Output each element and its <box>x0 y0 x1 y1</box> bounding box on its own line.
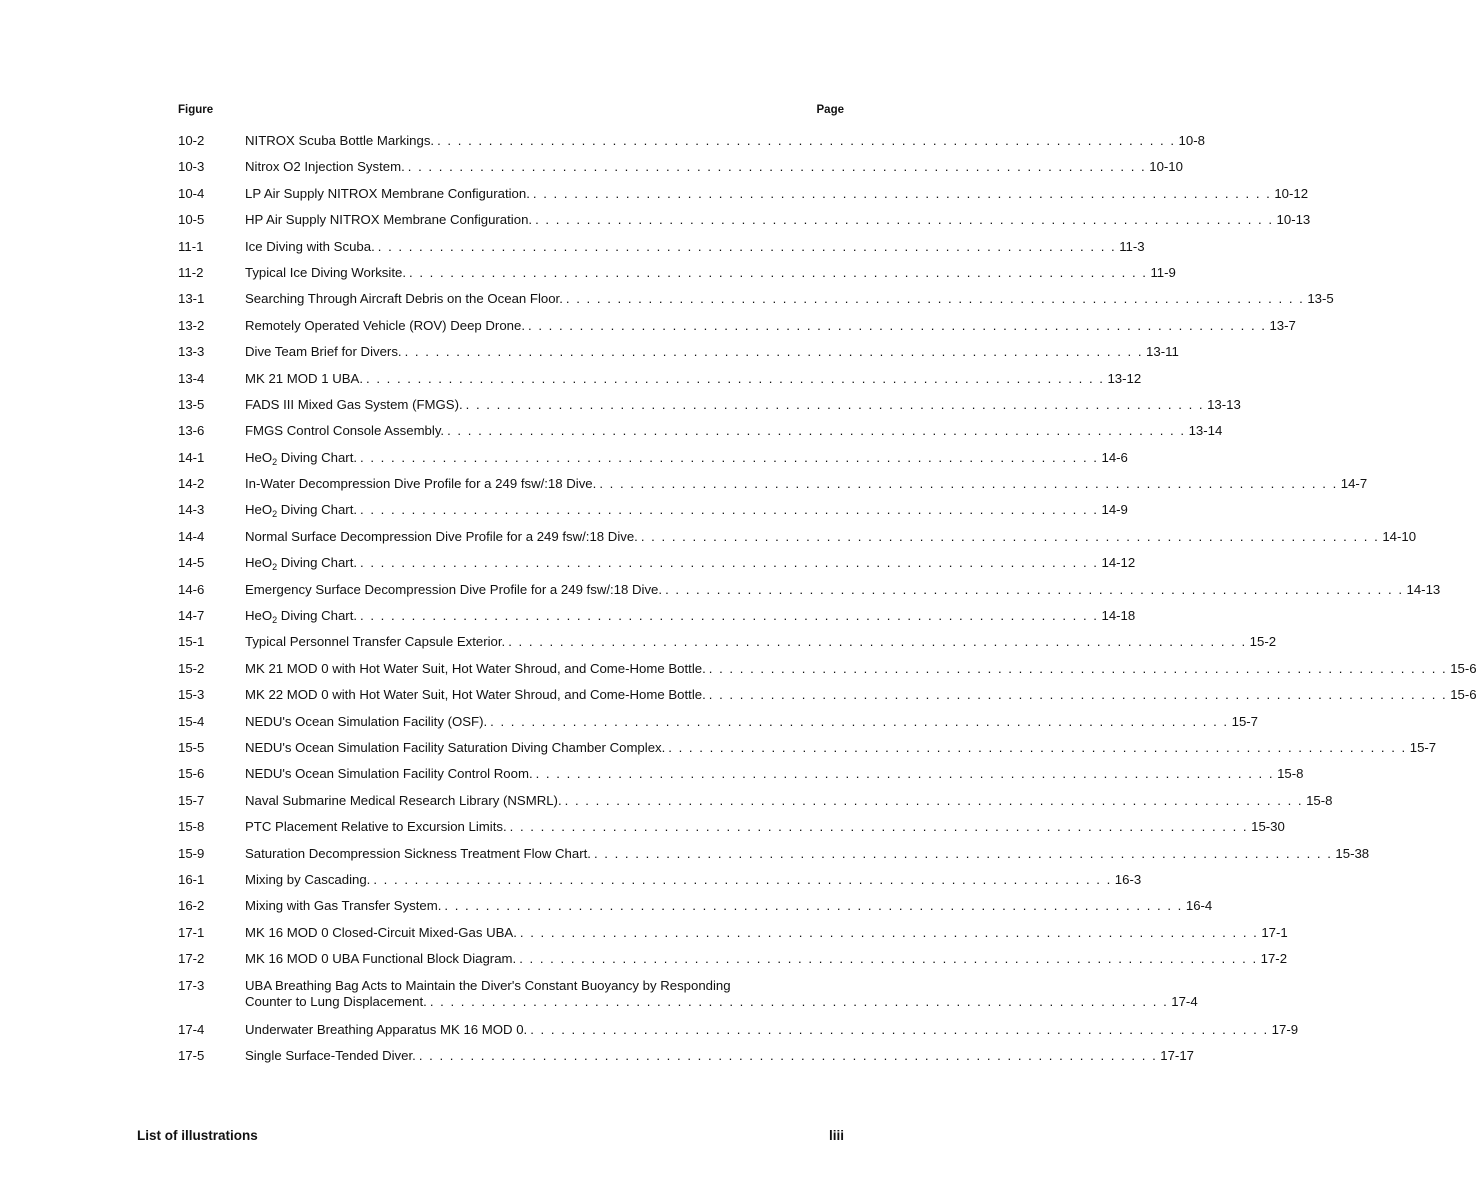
subscript: 2 <box>272 456 278 467</box>
figure-title-part: Diving Chart. <box>277 608 358 624</box>
illustrations-list <box>178 133 1477 1074</box>
list-item[interactable] <box>178 977 1198 1022</box>
figure-number: 15-2 <box>178 660 205 676</box>
figure-title: PTC Placement Relative to Excursion Limits. <box>245 819 507 835</box>
figure-title-part: HeO <box>245 608 273 624</box>
list-item[interactable] <box>178 924 1288 951</box>
dot-leader: . . . . . . . . . . . . . . . . . . . . . . . . . . . . . . . . . . . . . . . . . . . . . . . . . . . . . . . . . . . . . . . . . . . . . . . . <box>447 423 1186 439</box>
dot-leader: . . . . . . . . . . . . . . . . . . . . . . . . . . . . . . . . . . . . . . . . . . . . . . . . . . . . . . . . . . . . . . . . . . . . . . . . <box>360 502 1099 518</box>
figure-title <box>245 555 357 571</box>
dot-leader: . . . . . . . . . . . . . . . . . . . . . . . . . . . . . . . . . . . . . . . . . . . . . . . . . . . . . . . . . . . . . . . . . . . . . . . . <box>564 792 1304 808</box>
figure-title: Typical Personnel Transfer Capsule Exterior. <box>245 634 506 650</box>
page-number: 10-8 <box>1178 133 1205 148</box>
list-item[interactable] <box>178 344 1179 370</box>
list-item[interactable] <box>178 555 1136 581</box>
figure-title-part: Diving Chart. <box>277 449 358 465</box>
figure-number: 14-3 <box>178 502 205 518</box>
figure-number: 17-3 <box>178 977 205 993</box>
figure-number: 13-2 <box>178 317 205 333</box>
figure-title-part: Diving Chart. <box>277 502 358 518</box>
page-number: 14-12 <box>1101 555 1136 571</box>
list-item[interactable] <box>178 1047 1194 1074</box>
list-item[interactable] <box>178 608 1136 634</box>
figure-title: Naval Submarine Medical Research Library (NSMRL). <box>245 792 562 808</box>
list-item[interactable] <box>178 898 1213 924</box>
list-item[interactable] <box>178 581 1441 608</box>
list-item[interactable] <box>178 238 1145 265</box>
figure-number: 15-3 <box>178 687 205 703</box>
figure-number: 14-2 <box>178 476 205 492</box>
dot-leader: . . . . . . . . . . . . . . . . . . . . . . . . . . . . . . . . . . . . . . . . . . . . . . . . . . . . . . . . . . . . . . . . . . . . . . . . <box>490 713 1229 729</box>
page-number: 14-13 <box>1406 581 1441 597</box>
list-item[interactable] <box>178 449 1128 476</box>
page-number: 13-7 <box>1269 317 1296 333</box>
list-item[interactable] <box>178 1021 1299 1048</box>
list-item[interactable] <box>178 370 1142 397</box>
figure-title: MK 21 MOD 1 UBA. <box>245 370 363 386</box>
figure-number: 13-3 <box>178 344 205 360</box>
figure-title <box>245 608 357 624</box>
page-number: 13-13 <box>1207 396 1241 412</box>
page-number: 10-10 <box>1149 159 1183 175</box>
dot-leader: . . . . . . . . . . . . . . . . . . . . . . . . . . . . . . . . . . . . . . . . . . . . . . . . . . . . . . . . . . . . . . . . . . . . . . . . <box>509 819 1249 835</box>
page-number: 15-8 <box>1277 766 1304 782</box>
figure-number: 10-2 <box>178 133 205 148</box>
page-number: 15-38 <box>1335 845 1370 861</box>
list-item[interactable] <box>178 871 1142 898</box>
figure-number: 10-4 <box>178 185 205 201</box>
figure-number: 17-5 <box>178 1047 205 1063</box>
list-item[interactable] <box>178 845 1370 872</box>
figure-number: 17-4 <box>178 1021 205 1037</box>
figure-title: Underwater Breathing Apparatus MK 16 MOD 0. <box>245 1021 528 1037</box>
figure-number: 13-1 <box>178 291 205 307</box>
figure-title: LP Air Supply NITROX Membrane Configuration. <box>245 185 530 201</box>
dot-leader: . . . . . . . . . . . . . . . . . . . . . . . . . . . . . . . . . . . . . . . . . . . . . . . . . . . . . . . . . . . . . . . . . . . . . . . . <box>528 317 1267 333</box>
figure-title: FMGS Control Console Assembly. <box>245 423 445 439</box>
figure-number: 14-5 <box>178 555 205 571</box>
dot-leader: . . . . . . . . . . . . . . . . . . . . . . . . . . . . . . . . . . . . . . . . . . . . . . . . . . . . . . . . . . . . . . . . . . . . . . . . <box>407 159 1147 175</box>
figure-title: HP Air Supply NITROX Membrane Configuration. <box>245 212 533 228</box>
figure-title: MK 16 MOD 0 UBA Functional Block Diagram. <box>245 951 517 967</box>
figure-title: NITROX Scuba Bottle Markings. <box>245 133 435 148</box>
list-item[interactable] <box>178 291 1334 317</box>
figure-title: MK 21 MOD 0 with Hot Water Suit, Hot Water Shroud, and Come-Home Bottle. <box>245 660 706 676</box>
figure-title: Remotely Operated Vehicle (ROV) Deep Drone. <box>245 317 525 333</box>
dot-leader: . . . . . . . . . . . . . . . . . . . . . . . . . . . . . . . . . . . . . . . . . . . . . . . . . . . . . . . . . . . . . . . . . . . . . . . . <box>519 951 1258 967</box>
page-number: 13-5 <box>1307 291 1334 307</box>
page-number: 16-3 <box>1114 871 1142 887</box>
footer-section-title: List of illustrations <box>137 1128 258 1143</box>
dot-leader: . . . . . . . . . . . . . . . . . . . . . . . . . . . . . . . . . . . . . . . . . . . . . . . . . . . . . . . . . . . . . . . . . . . . . . . . <box>708 687 1448 703</box>
dot-leader: . . . . . . . . . . . . . . . . . . . . . . . . . . . . . . . . . . . . . . . . . . . . . . . . . . . . . . . . . . . . . . . . . . . . . . . . <box>532 185 1272 201</box>
page-number: 15-6 <box>1450 660 1477 676</box>
page-number: 10-13 <box>1276 212 1311 228</box>
figure-title: NEDU's Ocean Simulation Facility Saturation Diving Chamber Complex. <box>245 739 666 755</box>
dot-leader: . . . . . . . . . . . . . . . . . . . . . . . . . . . . . . . . . . . . . . . . . . . . . . . . . . . . . . . . . . . . . . . . . . . . . . . . <box>465 396 1205 412</box>
list-item[interactable] <box>178 185 1309 212</box>
figure-title: Searching Through Aircraft Debris on the Ocean Floor. <box>245 291 563 307</box>
dot-leader: . . . . . . . . . . . . . . . . . . . . . . . . . . . . . . . . . . . . . . . . . . . . . . . . . . . . . . . . . . . . . . . . . . . . . . . . <box>377 238 1117 254</box>
figure-number: 11-2 <box>178 264 204 280</box>
subscript: 2 <box>272 509 278 520</box>
list-item[interactable] <box>178 819 1285 845</box>
list-item[interactable] <box>178 476 1368 502</box>
list-item[interactable] <box>178 528 1417 555</box>
page-number: 14-6 <box>1101 449 1128 465</box>
dot-leader: . . . . . . . . . . . . . . . . . . . . . . . . . . . . . . . . . . . . . . . . . . . . . . . . . . . . . . . . . . . . . . . . . . . . . . . . <box>444 898 1183 914</box>
list-item[interactable] <box>178 423 1223 449</box>
figure-number: 14-7 <box>178 608 205 624</box>
page-number: 14-9 <box>1101 502 1128 518</box>
list-item[interactable] <box>178 317 1296 344</box>
figure-number: 14-6 <box>178 581 205 597</box>
dot-leader: . . . . . . . . . . . . . . . . . . . . . . . . . . . . . . . . . . . . . . . . . . . . . . . . . . . . . . . . . . . . . . . . . . . . . . . . <box>366 370 1105 386</box>
dot-leader: . . . . . . . . . . . . . . . . . . . . . . . . . . . . . . . . . . . . . . . . . . . . . . . . . . . . . . . . . . . . . . . . . . . . . . . . <box>530 1021 1269 1037</box>
list-item[interactable] <box>178 502 1128 528</box>
figure-number: 14-4 <box>178 528 205 544</box>
page-number: 13-14 <box>1188 423 1223 439</box>
list-item[interactable] <box>178 766 1304 792</box>
subscript: 2 <box>272 562 278 573</box>
figure-title: Typical Ice Diving Worksite. <box>245 264 406 280</box>
dot-leader: . . . . . . . . . . . . . . . . . . . . . . . . . . . . . . . . . . . . . . . . . . . . . . . . . . . . . . . . . . . . . . . . . . . . . . . . <box>373 871 1112 887</box>
dot-leader: . . . . . . . . . . . . . . . . . . . . . . . . . . . . . . . . . . . . . . . . . . . . . . . . . . . . . . . . . . . . . . . . . . . . . . . . <box>640 528 1380 544</box>
figure-title: Single Surface-Tended Diver. <box>245 1047 416 1063</box>
list-item[interactable] <box>178 159 1183 185</box>
figure-number: 16-1 <box>178 871 205 887</box>
figure-title: FADS III Mixed Gas System (FMGS). <box>245 396 463 412</box>
figure-title-line: UBA Breathing Bag Acts to Maintain the Diver's Constant Buoyancy by Responding <box>245 977 731 993</box>
figure-title: In-Water Decompression Dive Profile for a 249 fsw/:18 Dive. <box>245 476 597 492</box>
dot-leader: . . . . . . . . . . . . . . . . . . . . . . . . . . . . . . . . . . . . . . . . . . . . . . . . . . . . . . . . . . . . . . . . . . . . . . . . <box>360 555 1099 571</box>
figure-number: 15-1 <box>178 634 205 650</box>
dot-leader: . . . . . . . . . . . . . . . . . . . . . . . . . . . . . . . . . . . . . . . . . . . . . . . . . . . . . . . . . . . . . . . . . . . . . . . . <box>708 660 1448 676</box>
page-column-label: Page <box>816 104 844 116</box>
figure-title-part: HeO <box>245 555 273 571</box>
figure-number: 13-5 <box>178 396 205 412</box>
figure-title: NEDU's Ocean Simulation Facility (OSF). <box>245 713 488 729</box>
figure-number: 15-7 <box>178 792 205 808</box>
figure-title: Saturation Decompression Sickness Treatment Flow Chart. <box>245 845 591 861</box>
dot-leader: . . . . . . . . . . . . . . . . . . . . . . . . . . . . . . . . . . . . . . . . . . . . . . . . . . . . . . . . . . . . . . . . . . . . . . . . <box>404 344 1144 360</box>
figure-number: 14-1 <box>178 449 205 465</box>
figure-number: 15-9 <box>178 845 205 861</box>
figure-title: Emergency Surface Decompression Dive Profile for a 249 fsw/:18 Dive. <box>245 581 663 597</box>
figure-title <box>245 450 357 466</box>
figure-title: Nitrox O2 Injection System. <box>245 159 405 175</box>
figure-title: Mixing by Cascading. <box>245 871 371 887</box>
page-number: 16-4 <box>1185 898 1213 914</box>
figure-title: Ice Diving with Scuba. <box>245 238 375 254</box>
figure-number: 15-4 <box>178 713 205 729</box>
figure-title-part: HeO <box>245 502 273 518</box>
dot-leader: . . . . . . . . . . . . . . . . . . . . . . . . . . . . . . . . . . . . . . . . . . . . . . . . . . . . . . . . . . . . . . . . . . . . . . . . <box>409 264 1148 280</box>
list-item[interactable] <box>178 396 1241 423</box>
figure-number: 17-1 <box>178 924 205 940</box>
figure-number: 10-3 <box>178 159 205 175</box>
dot-leader: . . . . . . . . . . . . . . . . . . . . . . . . . . . . . . . . . . . . . . . . . . . . . . . . . . . . . . . . . . . . . . . . . . . . . . . . <box>665 581 1404 597</box>
dot-leader: . . . . . . . . . . . . . . . . . . . . . . . . . . . . . . . . . . . . . . . . . . . . . . . . . . . . . . . . . . . . . . . . . . . . . . . . <box>508 634 1247 650</box>
page-number: 15-8 <box>1306 792 1333 808</box>
list-item[interactable] <box>178 212 1311 238</box>
page-number: 11-9 <box>1150 264 1176 280</box>
dot-leader: . . . . . . . . . . . . . . . . . . . . . . . . . . . . . . . . . . . . . . . . . . . . . . . . . . . . . . . . . . . . . . . . . . . . . . . . <box>360 608 1099 624</box>
page-number: 15-30 <box>1251 819 1285 835</box>
dot-leader: . . . . . . . . . . . . . . . . . . . . . . . . . . . . . . . . . . . . . . . . . . . . . . . . . . . . . . . . . . . . . . . . . . . . . . . . <box>429 993 1169 1009</box>
footer-page-number: liii <box>828 1128 844 1143</box>
figure-number: 15-5 <box>178 739 205 755</box>
page-number: 13-11 <box>1146 344 1179 360</box>
figure-title: Normal Surface Decompression Dive Profile for a 249 fsw/:18 Dive. <box>245 528 638 544</box>
page-number: 17-2 <box>1260 951 1288 967</box>
list-item[interactable] <box>178 739 1437 766</box>
dot-leader: . . . . . . . . . . . . . . . . . . . . . . . . . . . . . . . . . . . . . . . . . . . . . . . . . . . . . . . . . . . . . . . . . . . . . . . . <box>418 1047 1158 1063</box>
list-item[interactable] <box>178 264 1176 291</box>
page-number: 14-7 <box>1340 476 1368 492</box>
figure-title-part: Diving Chart. <box>277 555 358 571</box>
dot-leader: . . . . . . . . . . . . . . . . . . . . . . . . . . . . . . . . . . . . . . . . . . . . . . . . . . . . . . . . . . . . . . . . . . . . . . . . <box>599 476 1338 492</box>
figure-title: Counter to Lung Displacement. <box>245 993 427 1009</box>
figure-number: 10-5 <box>178 212 205 228</box>
figure-title: NEDU's Ocean Simulation Facility Control Room. <box>245 766 533 782</box>
figure-title <box>245 502 357 518</box>
page-number: 15-7 <box>1409 739 1437 755</box>
page-number: 14-18 <box>1101 608 1136 624</box>
page-number: 10-12 <box>1274 185 1309 201</box>
figure-number: 15-6 <box>178 766 205 782</box>
figure-number: 11-1 <box>178 238 204 254</box>
figure-title: MK 16 MOD 0 Closed-Circuit Mixed-Gas UBA. <box>245 924 517 940</box>
page-number: 11-3 <box>1119 238 1145 254</box>
page-number: 17-17 <box>1160 1047 1194 1063</box>
page-number: 15-6 <box>1450 687 1477 703</box>
dot-leader: . . . . . . . . . . . . . . . . . . . . . . . . . . . . . . . . . . . . . . . . . . . . . . . . . . . . . . . . . . . . . . . . . . . . . . . . <box>565 291 1305 307</box>
figure-title: MK 22 MOD 0 with Hot Water Suit, Hot Water Shroud, and Come-Home Bottle. <box>245 687 706 703</box>
list-item[interactable] <box>178 133 1205 159</box>
dot-leader: . . . . . . . . . . . . . . . . . . . . . . . . . . . . . . . . . . . . . . . . . . . . . . . . . . . . . . . . . . . . . . . . . . . . . . . . <box>668 739 1407 755</box>
page-number: 17-1 <box>1261 924 1288 940</box>
figure-title: Mixing with Gas Transfer System. <box>245 898 442 914</box>
dot-leader: . . . . . . . . . . . . . . . . . . . . . . . . . . . . . . . . . . . . . . . . . . . . . . . . . . . . . . . . . . . . . . . . . . . . . . . . <box>360 449 1099 465</box>
figure-number: 13-4 <box>178 370 205 386</box>
subscript: 2 <box>272 615 278 626</box>
list-item[interactable] <box>178 792 1333 819</box>
page-number: 15-2 <box>1249 634 1277 650</box>
list-item[interactable] <box>178 634 1277 660</box>
figure-number: 17-2 <box>178 951 205 967</box>
list-item[interactable] <box>178 687 1477 713</box>
dot-leader: . . . . . . . . . . . . . . . . . . . . . . . . . . . . . . . . . . . . . . . . . . . . . . . . . . . . . . . . . . . . . . . . . . . . . . . . <box>593 845 1333 861</box>
figure-title: Dive Team Brief for Divers. <box>245 344 402 360</box>
list-item[interactable] <box>178 660 1477 687</box>
dot-leader: . . . . . . . . . . . . . . . . . . . . . . . . . . . . . . . . . . . . . . . . . . . . . . . . . . . . . . . . . . . . . . . . . . . . . . . . <box>519 924 1259 940</box>
dot-leader: . . . . . . . . . . . . . . . . . . . . . . . . . . . . . . . . . . . . . . . . . . . . . . . . . . . . . . . . . . . . . . . . . . . . . . . . <box>535 766 1275 782</box>
list-item[interactable] <box>178 713 1259 740</box>
figure-column-label: Figure <box>178 104 214 116</box>
page-number: 15-7 <box>1231 713 1259 729</box>
figure-title-part: HeO <box>245 449 273 465</box>
dot-leader: . . . . . . . . . . . . . . . . . . . . . . . . . . . . . . . . . . . . . . . . . . . . . . . . . . . . . . . . . . . . . . . . . . . . . . . . <box>437 133 1176 148</box>
figure-number: 15-8 <box>178 819 205 835</box>
page-number: 17-9 <box>1271 1021 1299 1037</box>
page-number: 13-12 <box>1107 370 1142 386</box>
page-number: 17-4 <box>1171 993 1198 1009</box>
page-number: 14-10 <box>1382 528 1417 544</box>
figure-number: 16-2 <box>178 898 205 914</box>
dot-leader: . . . . . . . . . . . . . . . . . . . . . . . . . . . . . . . . . . . . . . . . . . . . . . . . . . . . . . . . . . . . . . . . . . . . . . . . <box>535 212 1274 228</box>
list-item[interactable] <box>178 951 1288 977</box>
figure-number: 13-6 <box>178 423 205 439</box>
